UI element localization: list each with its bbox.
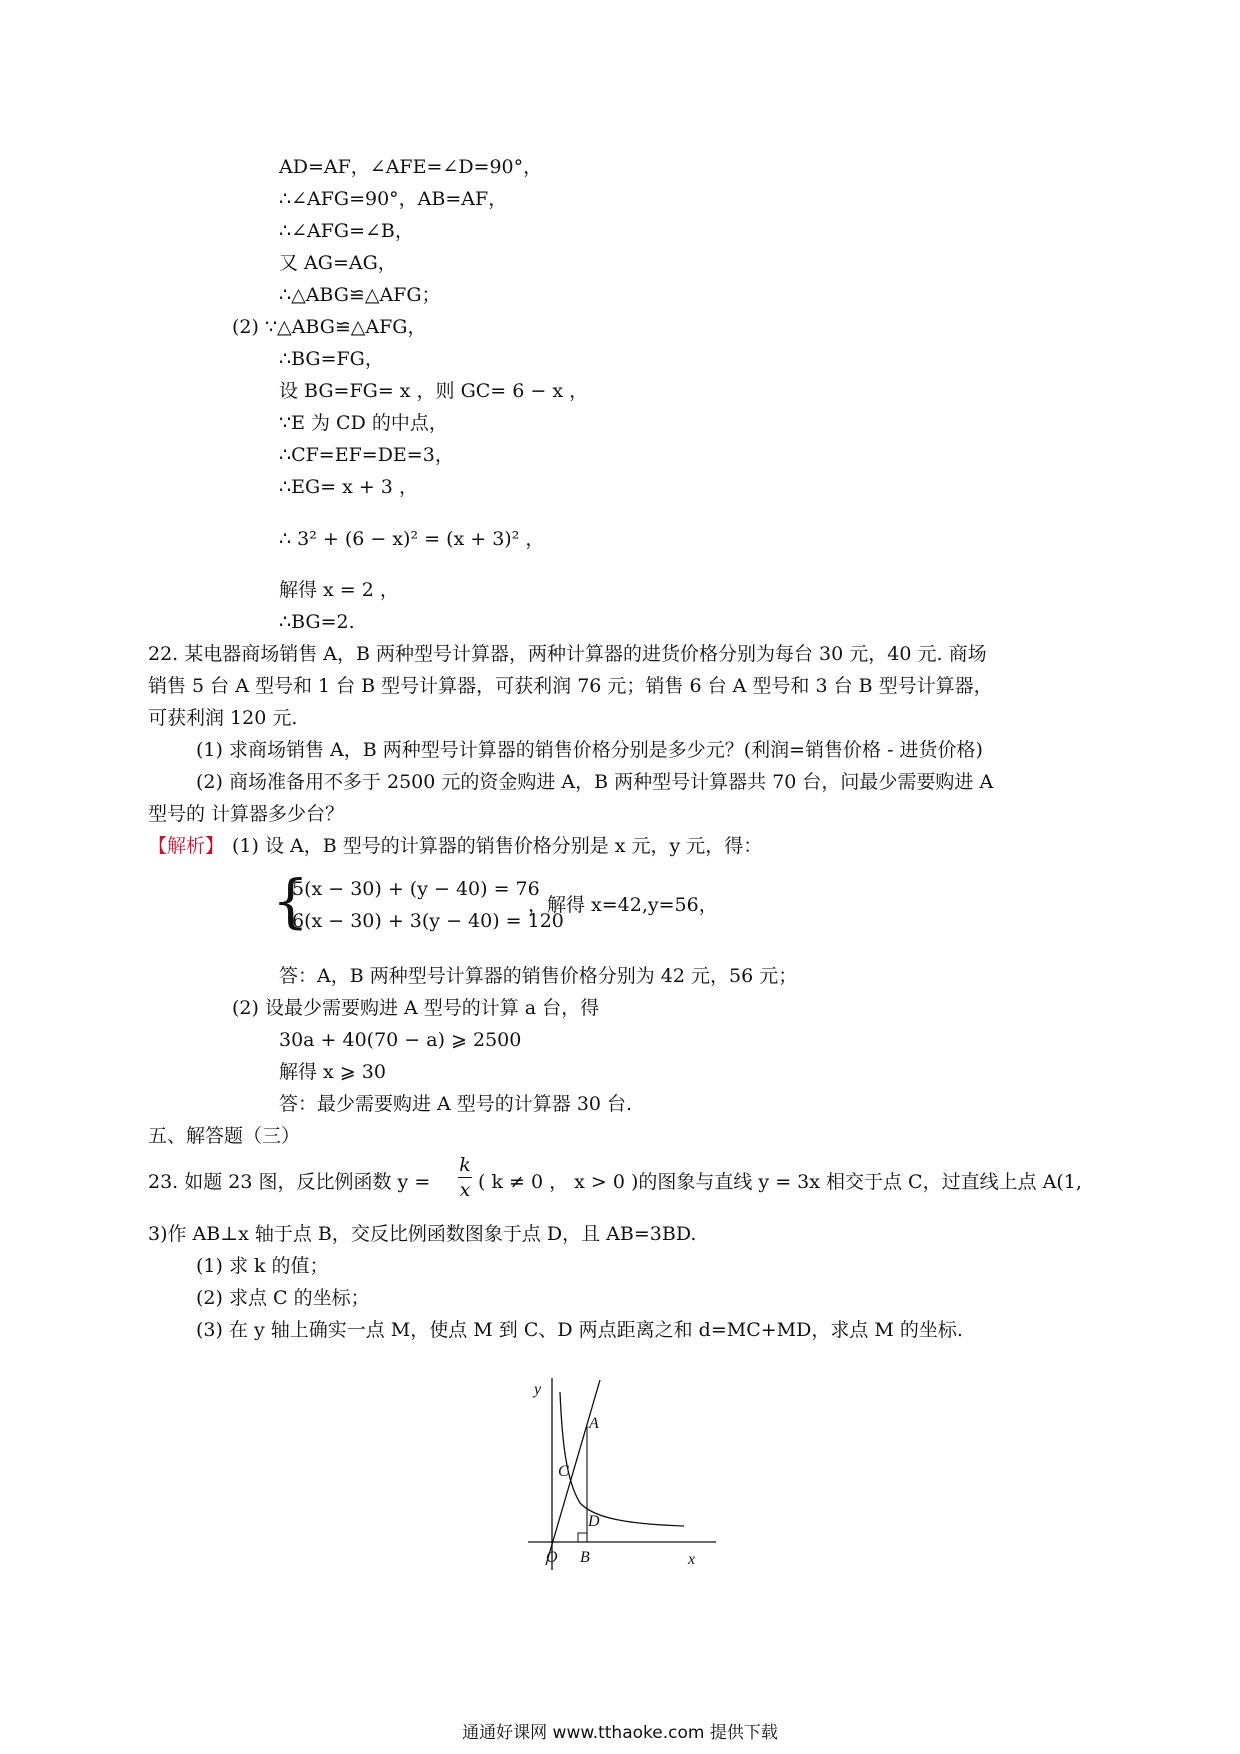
- problem-23-text: 23. 如题 23 图，反比例函数 y =: [148, 1171, 431, 1193]
- text-line: ∴EG= x + 3 ，: [279, 476, 418, 498]
- equation-row: 5(x − 30) + (y − 40) = 76: [292, 878, 540, 900]
- text-line: 解得 x = 2 ，: [279, 579, 399, 601]
- problem-23-text: 3)作 AB⊥x 轴于点 B，交反比例函数图象于点 D，且 AB=3BD.: [148, 1223, 697, 1245]
- solution-text: (2) 设最少需要购进 A 型号的计算 a 台，得: [232, 997, 600, 1019]
- right-angle-mark: [578, 1533, 587, 1542]
- label-B: B: [580, 1549, 590, 1566]
- text-line: 解得 x ⩾ 30: [279, 1061, 386, 1083]
- problem-23-part1: (1) 求 k 的值；: [196, 1255, 329, 1277]
- problem-22-part1: (1) 求商场销售 A，B 两种型号计算器的销售价格分别是多少元？(利润=销售价格 - 进货价格): [196, 739, 983, 761]
- label-D: D: [588, 1513, 600, 1530]
- fraction-numerator: k: [459, 1154, 471, 1176]
- text-line: ∴BG=FG，: [279, 348, 384, 370]
- problem-23-part2: (2) 求点 C 的坐标；: [196, 1287, 370, 1309]
- solution-label: 【解析】: [148, 835, 225, 857]
- section-heading: 五、解答题（三）: [148, 1125, 301, 1147]
- label-O: O: [546, 1549, 558, 1566]
- label-x: x: [688, 1551, 696, 1568]
- page-footer: 通通好课网 www.tthaoke.com 提供下载: [462, 1723, 778, 1743]
- text-line: ∴BG=2.: [279, 611, 355, 633]
- problem-22-text: 可获利润 120 元.: [148, 707, 298, 729]
- problem-22-text: 22. 某电器商场销售 A，B 两种型号计算器，两种计算器的进货价格分别为每台 30 元，40 元. 商场: [148, 643, 987, 665]
- line-y-3x: [546, 1380, 600, 1565]
- answer-text: 答：A，B 两种型号计算器的销售价格分别为 42 元，56 元；: [279, 965, 798, 987]
- text-line: ∴∠AFG=∠B，: [279, 220, 414, 242]
- text-line: (2) ∵△ABG≌△AFG，: [232, 316, 427, 338]
- label-C: C: [558, 1463, 569, 1480]
- text-line: AD=AF，∠AFE=∠D=90°，: [279, 156, 543, 178]
- text-line: ∵E 为 CD 的中点，: [279, 412, 448, 434]
- equation-row: 6(x − 30) + 3(y − 40) = 120: [292, 910, 564, 932]
- text-line: 设 BG=FG= x ，则 GC= 6 − x ，: [279, 380, 589, 402]
- problem-23-figure: [516, 1370, 726, 1580]
- label-y: y: [534, 1381, 542, 1398]
- fraction-denominator: x: [459, 1179, 471, 1201]
- math-equation: ∴ 3² + (6 − x)² = (x + 3)² ，: [279, 528, 545, 550]
- answer-text: 答：最少需要购进 A 型号的计算器 30 台.: [279, 1093, 633, 1115]
- fraction-bar: [458, 1177, 472, 1178]
- problem-22-part2: 型号的 计算器多少台？: [148, 803, 345, 825]
- problem-22-part2: (2) 商场准备用不多于 2500 元的资金购进 A，B 两种型号计算器共 70 台，问最少需要购进 A: [196, 771, 994, 793]
- text-line: ∴∠AFG=90°，AB=AF，: [279, 188, 508, 210]
- problem-22-text: 销售 5 台 A 型号和 1 台 B 型号计算器，可获利润 76 元；销售 6 台 A 型号和 3 台 B 型号计算器，: [148, 675, 993, 697]
- label-A: A: [589, 1415, 599, 1432]
- solution-text: (1) 设 A，B 型号的计算器的销售价格分别是 x 元，y 元，得：: [232, 835, 763, 857]
- inequality: 30a + 40(70 − a) ⩾ 2500: [279, 1029, 522, 1051]
- text-line: 又 AG=AG，: [279, 252, 397, 274]
- problem-23-text: ( k ≠ 0 ， x > 0 )的图象与直线 y = 3x 相交于点 C，过直线上点 A(1,: [478, 1171, 1082, 1193]
- equation-brace: {: [272, 867, 309, 935]
- hyperbola-curve: [560, 1392, 684, 1526]
- text-line: ∴△ABG≌△AFG；: [279, 284, 441, 306]
- fraction-k-over-x: [458, 1154, 472, 1201]
- problem-23-part3: (3) 在 y 轴上确实一点 M，使点 M 到 C、D 两点距离之和 d=MC+MD，求点 M 的坐标.: [196, 1319, 963, 1341]
- text-line: ∴CF=EF=DE=3，: [279, 444, 454, 466]
- equation-solution: ，解得 x=42,y=56，: [528, 894, 718, 916]
